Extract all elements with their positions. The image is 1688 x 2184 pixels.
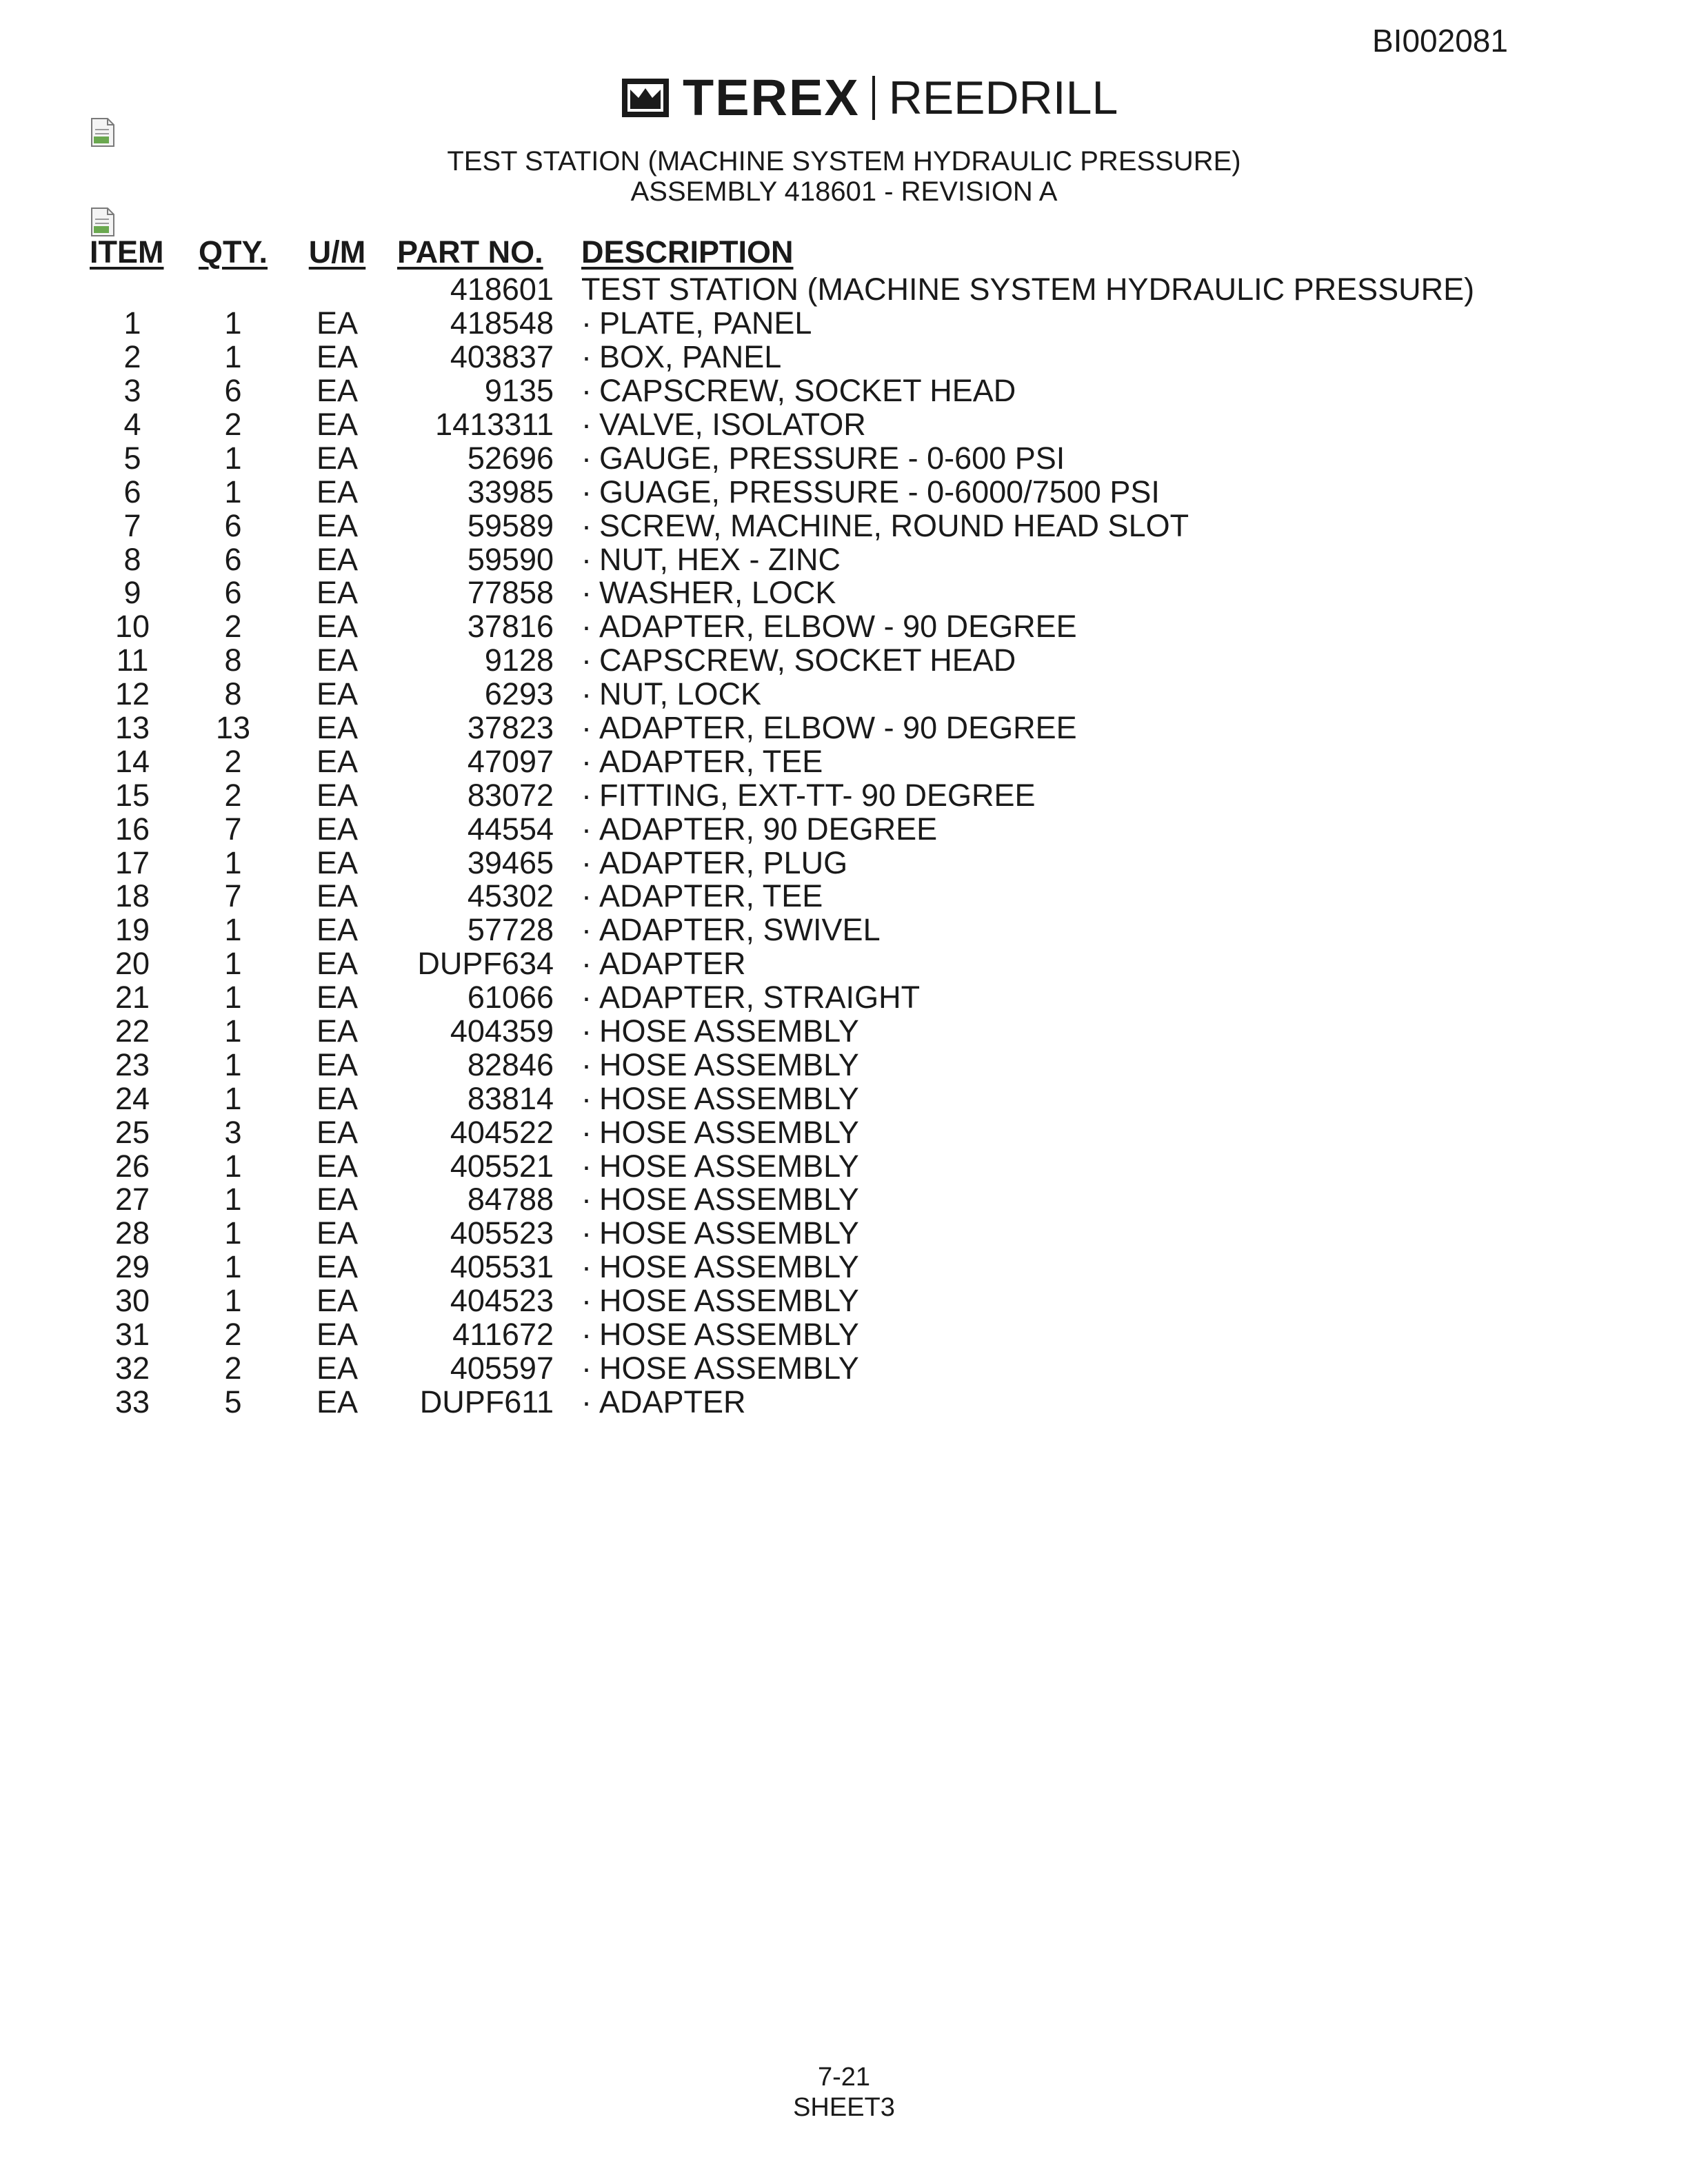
table-row <box>90 880 1474 913</box>
indent-bullet: · <box>581 710 592 746</box>
terex-reedrill-logo <box>621 69 1118 126</box>
table-row <box>90 1048 1474 1082</box>
description-text: NUT, LOCK <box>599 676 762 712</box>
part-no-cell: 9128 <box>484 643 554 678</box>
table-row <box>90 307 1474 341</box>
description-cell <box>581 576 1474 610</box>
indent-bullet: · <box>581 946 592 982</box>
indent-bullet: · <box>581 1148 592 1184</box>
item-cell: 27 <box>114 1182 150 1217</box>
logo-product: REEDRILL <box>888 72 1118 124</box>
description-text: HOSE ASSEMBLY <box>599 1350 859 1386</box>
qty-cell: 1 <box>224 1283 242 1319</box>
description-cell <box>581 408 1474 442</box>
um-cell: EA <box>316 373 359 409</box>
item-cell: 4 <box>123 407 141 442</box>
item-cell: 13 <box>114 710 150 746</box>
part-no-cell: 83072 <box>467 777 554 813</box>
part-no-cell: 6293 <box>484 676 554 712</box>
table-row <box>90 812 1474 846</box>
table-row <box>90 408 1474 442</box>
part-no-cell: 77858 <box>467 575 554 611</box>
qty-cell: 2 <box>224 1317 242 1353</box>
indent-bullet: · <box>581 440 592 476</box>
description-cell <box>581 1385 1474 1419</box>
part-no-cell: 1413311 <box>435 407 554 442</box>
indent-bullet: · <box>581 575 592 611</box>
item-cell: 26 <box>114 1148 150 1184</box>
description-cell <box>581 981 1474 1015</box>
um-cell: EA <box>316 507 359 543</box>
table-row <box>90 778 1474 812</box>
document-id: BI002081 <box>1372 23 1508 59</box>
qty-cell: 1 <box>224 339 242 375</box>
qty-cell: 1 <box>224 440 242 476</box>
part-no-cell: 404523 <box>450 1283 554 1319</box>
part-no-cell: 57728 <box>467 912 554 948</box>
item-cell: 15 <box>114 777 150 813</box>
table-row <box>90 745 1474 778</box>
item-cell: 10 <box>114 609 150 645</box>
description-text: HOSE ASSEMBLY <box>599 1182 859 1217</box>
description-cell <box>581 1251 1474 1284</box>
part-no-cell: 411672 <box>452 1317 554 1353</box>
description-text: ADAPTER, TEE <box>599 878 823 914</box>
header-description: DESCRIPTION <box>581 234 794 270</box>
description-text: SCREW, MACHINE, ROUND HEAD SLOT <box>599 507 1189 543</box>
qty-cell: 1 <box>224 912 242 948</box>
description-text: HOSE ASSEMBLY <box>599 1080 859 1116</box>
table-row <box>90 913 1474 947</box>
um-cell: EA <box>316 440 359 476</box>
qty-cell: 1 <box>224 1215 242 1251</box>
part-no-cell: 418548 <box>450 305 554 341</box>
description-cell <box>581 1217 1474 1251</box>
description-cell <box>581 341 1474 374</box>
description-text: ADAPTER, SWIVEL <box>599 912 881 948</box>
item-cell: 5 <box>123 440 141 476</box>
qty-cell: 1 <box>224 1013 242 1049</box>
indent-bullet: · <box>581 474 592 509</box>
table-row <box>90 1149 1474 1183</box>
description-text: HOSE ASSEMBLY <box>599 1114 859 1150</box>
item-cell: 18 <box>114 878 150 914</box>
part-no-cell: 39465 <box>467 845 554 880</box>
um-cell: EA <box>316 676 359 712</box>
description-text: WASHER, LOCK <box>599 575 836 611</box>
description-text: BOX, PANEL <box>599 339 782 375</box>
um-cell: EA <box>316 811 359 847</box>
part-no-cell: 405523 <box>450 1215 554 1251</box>
qty-cell: 1 <box>224 946 242 982</box>
qty-cell: 1 <box>224 1148 242 1184</box>
item-cell: 32 <box>114 1350 150 1386</box>
um-cell: EA <box>316 980 359 1015</box>
qty-cell: 13 <box>215 710 251 746</box>
item-cell: 20 <box>114 946 150 982</box>
description-cell <box>581 1149 1474 1183</box>
item-cell: 22 <box>114 1013 150 1049</box>
indent-bullet: · <box>581 1080 592 1116</box>
table-row <box>90 1082 1474 1115</box>
description-cell <box>581 644 1474 678</box>
assembly-row <box>90 273 1474 307</box>
header-part-no: PART NO. <box>397 234 543 270</box>
description-text: ADAPTER, PLUG <box>599 845 848 880</box>
description-text: ADAPTER, TEE <box>599 743 823 779</box>
table-row <box>90 1251 1474 1284</box>
description-cell <box>581 678 1474 711</box>
indent-bullet: · <box>581 1114 592 1150</box>
um-cell: EA <box>316 1249 359 1285</box>
indent-bullet: · <box>581 507 592 543</box>
document-title: TEST STATION (MACHINE SYSTEM HYDRAULIC PRESSURE) <box>447 146 1241 176</box>
um-cell: EA <box>316 339 359 375</box>
qty-cell: 1 <box>224 1249 242 1285</box>
part-no-cell: 59589 <box>467 507 554 543</box>
item-cell: 11 <box>116 643 149 678</box>
table-row <box>90 441 1474 475</box>
indent-bullet: · <box>581 1384 592 1419</box>
part-no-cell: 37823 <box>467 710 554 746</box>
item-cell: 30 <box>114 1283 150 1319</box>
table-row <box>90 610 1474 644</box>
description-cell <box>581 812 1474 846</box>
table-row <box>90 711 1474 745</box>
indent-bullet: · <box>581 845 592 880</box>
part-no-cell: 47097 <box>467 743 554 779</box>
part-no-cell: 82846 <box>467 1046 554 1082</box>
qty-cell: 5 <box>224 1384 242 1419</box>
item-cell: 25 <box>114 1114 150 1150</box>
um-cell: EA <box>316 1013 359 1049</box>
description-text: HOSE ASSEMBLY <box>599 1249 859 1285</box>
qty-cell: 1 <box>224 474 242 509</box>
um-cell: EA <box>316 1283 359 1319</box>
item-cell: 14 <box>114 743 150 779</box>
qty-cell: 8 <box>224 643 242 678</box>
qty-cell: 6 <box>224 575 242 611</box>
table-row <box>90 1284 1474 1318</box>
item-cell: 6 <box>123 474 141 509</box>
parts-list-table <box>90 234 1474 1419</box>
qty-cell: 1 <box>224 1080 242 1116</box>
description-text: FITTING, EXT-TT- 90 DEGREE <box>599 777 1036 813</box>
description-cell <box>581 543 1474 576</box>
description-text: ADAPTER, 90 DEGREE <box>599 811 938 847</box>
um-cell: EA <box>316 407 359 442</box>
um-cell: EA <box>316 541 359 577</box>
part-no-cell: 59590 <box>467 541 554 577</box>
indent-bullet: · <box>581 305 592 341</box>
qty-cell: 7 <box>224 878 242 914</box>
description-text: HOSE ASSEMBLY <box>599 1317 859 1353</box>
indent-bullet: · <box>581 743 592 779</box>
indent-bullet: · <box>581 912 592 948</box>
description-cell <box>581 610 1474 644</box>
description-text: ADAPTER <box>599 1384 746 1419</box>
description-cell <box>581 1048 1474 1082</box>
description-text: HOSE ASSEMBLY <box>599 1046 859 1082</box>
table-row <box>90 1015 1474 1049</box>
document-icon[interactable] <box>90 207 116 237</box>
description-cell <box>581 1015 1474 1049</box>
um-cell: EA <box>316 305 359 341</box>
um-cell: EA <box>316 1350 359 1386</box>
table-row <box>90 475 1474 509</box>
part-no-cell: DUPF611 <box>419 1384 554 1419</box>
description-text: ADAPTER, STRAIGHT <box>599 980 921 1015</box>
um-cell: EA <box>316 474 359 509</box>
table-header-row <box>90 234 1474 273</box>
page-number: 7-21 <box>817 2063 871 2092</box>
description-text: ADAPTER, ELBOW - 90 DEGREE <box>599 710 1077 746</box>
um-cell: EA <box>316 946 359 982</box>
terex-crown-icon <box>621 77 670 119</box>
qty-cell: 2 <box>224 407 242 442</box>
indent-bullet: · <box>581 1182 592 1217</box>
item-cell: 8 <box>123 541 141 577</box>
description-cell <box>581 880 1474 913</box>
table-row <box>90 1183 1474 1217</box>
description-cell <box>581 475 1474 509</box>
description-cell <box>581 1284 1474 1318</box>
description-cell <box>581 778 1474 812</box>
description-cell <box>581 846 1474 880</box>
part-no-cell: 44554 <box>467 811 554 847</box>
table-row <box>90 1217 1474 1251</box>
indent-bullet: · <box>581 1317 592 1353</box>
description-cell <box>581 913 1474 947</box>
part-no-cell: 84788 <box>467 1182 554 1217</box>
um-cell: EA <box>316 878 359 914</box>
indent-bullet: · <box>581 676 592 712</box>
header-um: U/M <box>308 234 366 270</box>
description-cell <box>581 509 1474 543</box>
part-no-cell: 405531 <box>450 1249 554 1285</box>
part-no-cell: DUPF634 <box>417 946 554 982</box>
indent-bullet: · <box>581 980 592 1015</box>
um-cell: EA <box>316 777 359 813</box>
table-row <box>90 341 1474 374</box>
qty-cell: 1 <box>224 305 242 341</box>
um-cell: EA <box>316 912 359 948</box>
item-cell: 31 <box>114 1317 150 1353</box>
part-no-cell: 403837 <box>450 339 554 375</box>
description-text: CAPSCREW, SOCKET HEAD <box>599 373 1016 409</box>
um-cell: EA <box>316 845 359 880</box>
qty-cell: 1 <box>224 845 242 880</box>
item-cell: 28 <box>114 1215 150 1251</box>
indent-bullet: · <box>581 1249 592 1285</box>
part-no-cell: 9135 <box>484 373 554 409</box>
qty-cell: 6 <box>224 541 242 577</box>
indent-bullet: · <box>581 811 592 847</box>
um-cell: EA <box>316 1182 359 1217</box>
part-no-cell: 404359 <box>450 1013 554 1049</box>
part-no-cell: 405597 <box>450 1350 554 1386</box>
description-cell <box>581 1082 1474 1115</box>
item-cell: 3 <box>123 373 141 409</box>
table-row <box>90 678 1474 711</box>
um-cell: EA <box>316 1046 359 1082</box>
qty-cell: 2 <box>224 609 242 645</box>
description-text: GUAGE, PRESSURE - 0-6000/7500 PSI <box>599 474 1160 509</box>
item-cell: 23 <box>114 1046 150 1082</box>
part-no-cell: 404522 <box>450 1114 554 1150</box>
indent-bullet: · <box>581 643 592 678</box>
item-cell: 12 <box>114 676 150 712</box>
description-cell <box>581 374 1474 408</box>
description-text: HOSE ASSEMBLY <box>599 1148 859 1184</box>
description-cell <box>581 947 1474 981</box>
description-cell <box>581 1115 1474 1149</box>
indent-bullet: · <box>581 373 592 409</box>
um-cell: EA <box>316 1215 359 1251</box>
qty-cell: 6 <box>224 507 242 543</box>
um-cell: EA <box>316 1148 359 1184</box>
item-cell: 19 <box>114 912 150 948</box>
table-row <box>90 374 1474 408</box>
logo-divider <box>872 76 875 120</box>
qty-cell: 7 <box>224 811 242 847</box>
description-text: CAPSCREW, SOCKET HEAD <box>599 643 1016 678</box>
qty-cell: 6 <box>224 373 242 409</box>
item-cell: 29 <box>114 1249 150 1285</box>
um-cell: EA <box>316 609 359 645</box>
description-cell <box>581 307 1474 341</box>
description-cell <box>581 441 1474 475</box>
um-cell: EA <box>316 575 359 611</box>
qty-cell: 3 <box>224 1114 242 1150</box>
item-cell: 1 <box>123 305 141 341</box>
qty-cell: 2 <box>224 777 242 813</box>
um-cell: EA <box>316 1114 359 1150</box>
table-row <box>90 543 1474 576</box>
part-no-cell: 83814 <box>467 1080 554 1116</box>
um-cell: EA <box>316 743 359 779</box>
description-text: HOSE ASSEMBLY <box>599 1283 859 1319</box>
table-row <box>90 1385 1474 1419</box>
part-no-cell: 45302 <box>467 878 554 914</box>
indent-bullet: · <box>581 541 592 577</box>
table-row <box>90 981 1474 1015</box>
indent-bullet: · <box>581 1215 592 1251</box>
um-cell: EA <box>316 710 359 746</box>
part-no-cell: 52696 <box>467 440 554 476</box>
item-cell: 24 <box>114 1080 150 1116</box>
description-text: VALVE, ISOLATOR <box>599 407 866 442</box>
indent-bullet: · <box>581 1013 592 1049</box>
qty-cell: 2 <box>224 743 242 779</box>
table-row <box>90 1115 1474 1149</box>
part-no-cell: 61066 <box>467 980 554 1015</box>
indent-bullet: · <box>581 1283 592 1319</box>
item-cell: 21 <box>114 980 150 1015</box>
table-row <box>90 1318 1474 1352</box>
header-item: ITEM <box>90 234 164 270</box>
item-cell: 33 <box>114 1384 150 1419</box>
indent-bullet: · <box>581 1046 592 1082</box>
description-text: PLATE, PANEL <box>599 305 812 341</box>
indent-bullet: · <box>581 777 592 813</box>
table-row <box>90 576 1474 610</box>
um-cell: EA <box>316 643 359 678</box>
item-cell: 2 <box>123 339 141 375</box>
description-cell <box>581 1318 1474 1352</box>
description-cell <box>581 711 1474 745</box>
description-text: ADAPTER, ELBOW - 90 DEGREE <box>599 609 1077 645</box>
qty-cell: 8 <box>224 676 242 712</box>
table-row <box>90 846 1474 880</box>
assembly-description: TEST STATION (MACHINE SYSTEM HYDRAULIC PRESSURE) <box>581 272 1475 307</box>
item-cell: 9 <box>123 575 141 611</box>
logo-brand: TEREX <box>683 69 860 126</box>
description-text: HOSE ASSEMBLY <box>599 1013 859 1049</box>
description-cell <box>581 1352 1474 1386</box>
um-cell: EA <box>316 1080 359 1116</box>
item-cell: 17 <box>114 845 150 880</box>
indent-bullet: · <box>581 609 592 645</box>
description-cell <box>581 745 1474 778</box>
description-text: GAUGE, PRESSURE - 0-600 PSI <box>599 440 1065 476</box>
item-cell: 7 <box>123 507 141 543</box>
indent-bullet: · <box>581 878 592 914</box>
document-icon[interactable] <box>90 117 116 148</box>
assembly-part-no: 418601 <box>450 272 554 307</box>
part-no-cell: 405521 <box>450 1148 554 1184</box>
table-row <box>90 509 1474 543</box>
item-cell: 16 <box>114 811 150 847</box>
description-text: ADAPTER <box>599 946 746 982</box>
table-row <box>90 644 1474 678</box>
qty-cell: 1 <box>224 1182 242 1217</box>
um-cell: EA <box>316 1317 359 1353</box>
description-cell <box>581 1183 1474 1217</box>
indent-bullet: · <box>581 407 592 442</box>
table-row <box>90 947 1474 981</box>
table-row <box>90 1352 1474 1386</box>
part-no-cell: 37816 <box>467 609 554 645</box>
description-text: HOSE ASSEMBLY <box>599 1215 859 1251</box>
um-cell: EA <box>316 1384 359 1419</box>
assembly-revision: ASSEMBLY 418601 - REVISION A <box>630 176 1058 207</box>
qty-cell: 1 <box>224 980 242 1015</box>
indent-bullet: · <box>581 1350 592 1386</box>
header-qty: QTY. <box>198 234 268 270</box>
qty-cell: 2 <box>224 1350 242 1386</box>
sheet-label: SHEET3 <box>793 2093 895 2122</box>
indent-bullet: · <box>581 339 592 375</box>
description-text: NUT, HEX - ZINC <box>599 541 841 577</box>
qty-cell: 1 <box>224 1046 242 1082</box>
part-no-cell: 33985 <box>467 474 554 509</box>
